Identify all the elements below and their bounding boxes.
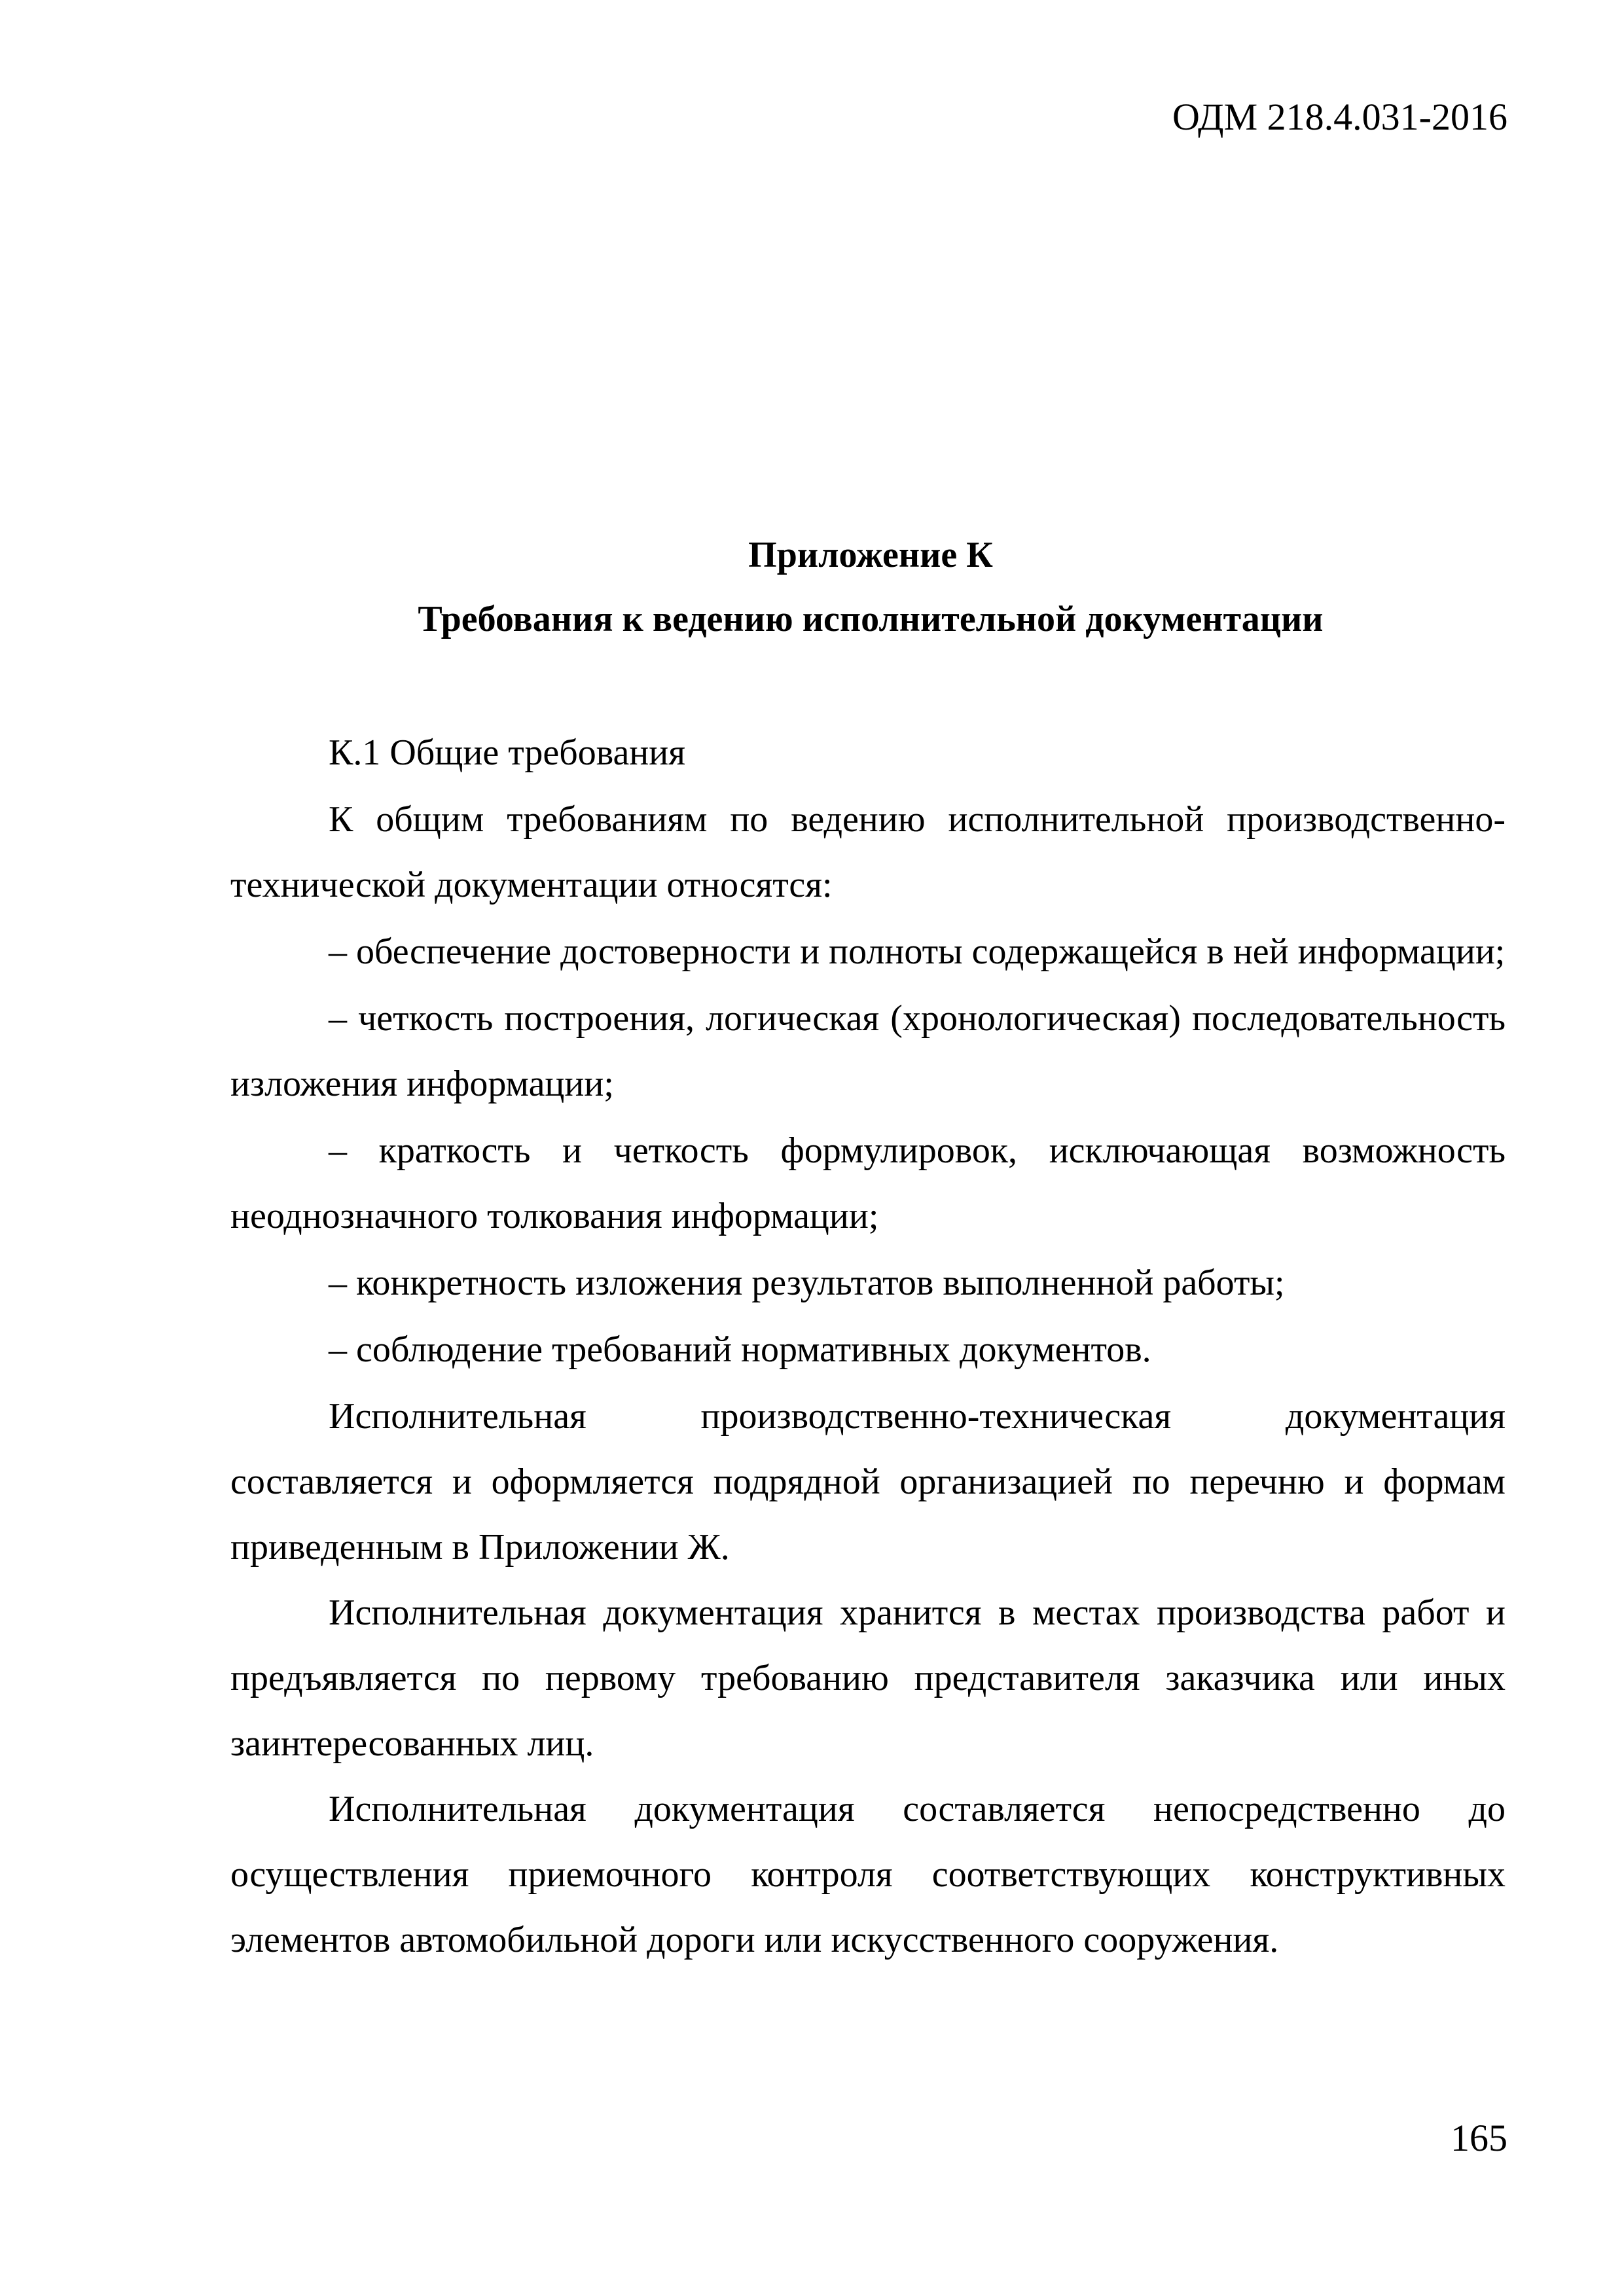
page-number: 165	[1451, 2117, 1507, 2159]
document-code: ОДМ 218.4.031-2016	[1172, 96, 1507, 138]
list-item: – обеспечение достоверности и полноты содержащейся в ней информации;	[329, 931, 1506, 972]
list-item: – конкретность изложения результатов выполненной работы;	[329, 1263, 1285, 1303]
appendix-subtitle: Требования к ведению исполнительной документации	[418, 599, 1324, 639]
list-item: – соблюдение требований нормативных документов.	[329, 1329, 1151, 1370]
body-paragraph: Исполнительная производственно-техническая документация составляется и оформляется подрядной организацией по перечню и формам приведенным в Приложении Ж.	[230, 1396, 1506, 1568]
section-intro: К общим требованиям по ведению исполнительной производственно-технической документации относятся:	[230, 799, 1506, 905]
section-heading: К.1 Общие требования	[329, 732, 685, 773]
list-item: – краткость и четкость формулировок, исключающая возможность неоднозначного толкования информации;	[230, 1130, 1506, 1236]
list-item: – четкость построения, логическая (хронологическая) последовательность изложения информации;	[230, 998, 1506, 1104]
appendix-title: Приложение К	[748, 535, 993, 575]
body-paragraph: Исполнительная документация хранится в местах производства работ и предъявляется по первому требованию представителя заказчика или иных заинтересованных лиц.	[230, 1592, 1506, 1764]
document-body	[230, 720, 1506, 1973]
body-paragraph: Исполнительная документация составляется непосредственно до осуществления приемочного контроля соответствующих конструктивных элементов автомобильной дороги или искусственного сооружения.	[230, 1789, 1506, 1960]
